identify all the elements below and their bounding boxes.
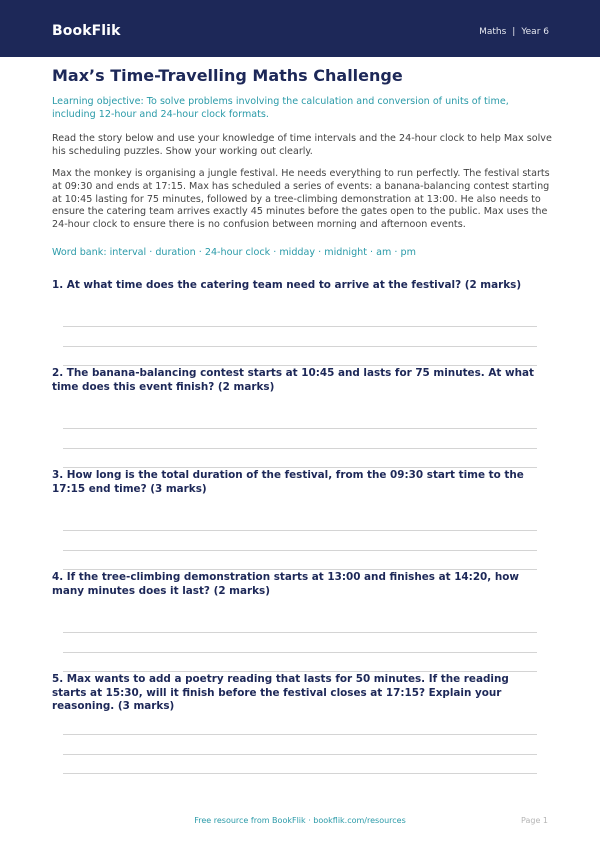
answer-line[interactable]	[63, 652, 537, 653]
answer-line[interactable]	[63, 550, 537, 551]
question-1: 1. At what time does the catering team need to arrive at the festival? (2 marks)	[52, 279, 522, 291]
answer-line[interactable]	[63, 754, 537, 755]
breadcrumb-separator: |	[512, 27, 516, 37]
answer-line[interactable]	[63, 734, 537, 735]
breadcrumb-subject[interactable]: Maths	[479, 27, 507, 37]
question-2: 2. The banana-balancing contest starts at 10:45 and lasts for 75 minutes. At what time does this event finish? (2 marks)	[52, 367, 534, 393]
answer-line[interactable]	[63, 428, 537, 429]
instructions-text: Read the story below and use your knowledge of time intervals and the 24-hour clock to help Max solve his scheduling puzzles. Show your working out clearly.	[52, 133, 552, 157]
question-4: 4. If the tree-climbing demonstration starts at 13:00 and finishes at 14:20, how many minutes does it last? (2 marks)	[52, 571, 519, 597]
answer-line[interactable]	[63, 326, 537, 327]
page-number: Page 1	[521, 816, 548, 825]
brand-logo[interactable]: BookFlik	[52, 23, 121, 39]
question-5: 5. Max wants to add a poetry reading that lasts for 50 minutes. If the reading starts at 15:30, will it finish before the festival closes at 17:15? Explain your reasoning. (3 marks)	[52, 673, 509, 712]
answer-line[interactable]	[63, 346, 537, 347]
answer-line[interactable]	[63, 448, 537, 449]
answer-line[interactable]	[63, 569, 537, 570]
story-text: Max the monkey is organising a jungle festival. He needs everything to run perfectly. The festival starts at 09:30 and ends at 17:15. Max has scheduled a series of events: a banana-balancing contest starting at 10:45 lasting for 75 minutes, followed by a tree-climbing demonstration at 13:00. He also needs to ensure the catering team arrives exactly 45 minutes before the gates open to the public. Max uses the 24-hour clock to ensure there is no confusion between morning and afternoon events.	[52, 168, 550, 231]
breadcrumb-year[interactable]: Year 6	[521, 27, 549, 37]
top-header-bar	[0, 0, 600, 57]
answer-line[interactable]	[63, 773, 537, 774]
breadcrumb	[479, 27, 549, 37]
page-title: Max’s Time-Travelling Maths Challenge	[52, 66, 403, 85]
answer-line[interactable]	[63, 530, 537, 531]
question-3: 3. How long is the total duration of the festival, from the 09:30 start time to the 17:15 end time? (3 marks)	[52, 469, 524, 495]
learning-objective: Learning objective: To solve problems involving the calculation and conversion of units of time, including 12-hour and 24-hour clock formats.	[52, 96, 509, 120]
answer-line[interactable]	[63, 671, 537, 672]
answer-line[interactable]	[63, 467, 537, 468]
word-bank: Word bank: interval · duration · 24-hour clock · midday · midnight · am · pm	[52, 247, 416, 258]
answer-line[interactable]	[63, 365, 537, 366]
footer-credit[interactable]: Free resource from BookFlik · bookflik.com/resources	[194, 816, 406, 825]
answer-line[interactable]	[63, 632, 537, 633]
